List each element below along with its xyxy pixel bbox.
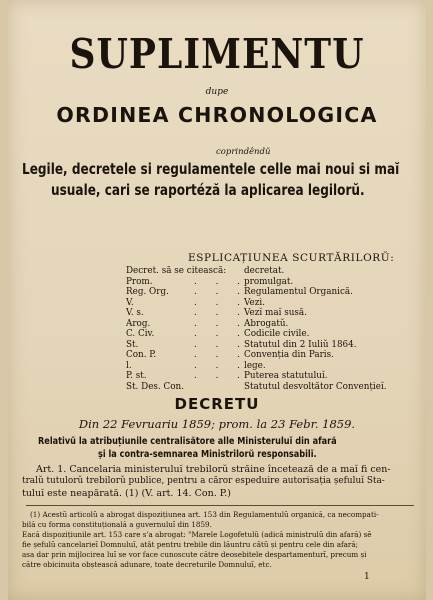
abbreviation: Arog. <box>126 318 151 329</box>
article-line: Art. 1. Cancelaria ministeruluĭ trebilorŭ străine încetează de a maĭ fi cen- <box>36 464 391 475</box>
abbreviation-meaning: Vezĭ maĭ susă. <box>244 308 307 318</box>
decree-date: Din 22 Fevruariu 1859; prom. la 23 Febr. 1859. <box>78 417 356 431</box>
abbreviation: V. s. <box>126 308 144 318</box>
leader-dots: . . . <box>194 308 248 318</box>
abbreviation-meaning: Convenția din Paris. <box>244 350 334 360</box>
abbreviation: Decret. să se citească: <box>126 266 227 276</box>
decree-subject-line-1: Relativŭ la atribuțiunile centralisătore alle Ministeruluĭ din afară <box>38 436 337 447</box>
abbreviation-meaning: lege. <box>244 360 266 371</box>
decree-heading: DECRETU <box>174 395 260 413</box>
document-page <box>8 0 426 600</box>
footnote-line: (1) Acestŭ articolŭ a abrogat dispozițiunea art. 153 din Regulamentulŭ organică, ca necompati- <box>30 510 379 519</box>
leader-dots: . . . <box>194 371 248 381</box>
page-number: 1 <box>364 572 370 582</box>
abbreviations-heading: ESPLICAȚIUNEA SCURTĂRILORŬ: <box>188 252 395 264</box>
leader-dots: . . . <box>194 287 248 297</box>
document-subtitle: ORDINEA CHRONOLOGICA <box>56 103 378 127</box>
description-line-1: Legile, decretele si regulamentele celle mai noui si maĭ <box>22 160 400 178</box>
dupa-text: dupe <box>205 87 229 97</box>
leader-dots: . . . <box>194 318 248 329</box>
abbreviation: V. <box>126 297 134 308</box>
abbreviation-meaning: Codicile civile. <box>244 329 310 339</box>
description-line-2: usuale, cari se raportéză la aplicarea legilorŭ. <box>51 181 365 199</box>
leader-dots: . . . <box>194 276 248 287</box>
coprindendu-text: coprindêndŭ <box>216 147 271 157</box>
footnote-line: fie șefulŭ cancelarieĭ Domnuluĭ, atât pentru trebile din lăuntru câtŭ și pentru cele din afară; <box>22 540 359 549</box>
abbreviation-meaning: Statutul din 2 Iuliŭ 1864. <box>244 339 357 350</box>
article-line: tuluĭ este neapărată. (1) (V. art. 14. Con. P.) <box>22 488 231 499</box>
abbreviation: St. Des. Con. <box>126 381 185 392</box>
leader-dots: . . . <box>194 297 248 308</box>
abbreviation: Reg. Org. <box>126 287 169 297</box>
abbreviation-meaning: Regulamentul Organică. <box>244 287 353 297</box>
abbreviation: C. Civ. <box>126 329 155 339</box>
abbreviation-meaning: promulgat. <box>244 276 294 287</box>
abbreviation: Con. P. <box>126 350 157 360</box>
footnote-line: Eacă dispozițiunile art. 153 care s'a abrogat: "Marele Logofetulŭ (adică ministrulŭ din afară) sĕ <box>22 530 372 539</box>
abbreviation: St. <box>126 339 139 350</box>
document-title: SUPLIMENTU <box>69 29 365 79</box>
abbreviation: Prom. <box>126 276 153 287</box>
footnote-line: bilă cu forma constituțională a guvernuluĭ din 1859. <box>22 520 212 529</box>
abbreviation: l. <box>126 360 132 371</box>
leader-dots: . . . <box>194 350 248 360</box>
abbreviation-meaning: decretat. <box>244 266 285 276</box>
leader-dots: . . . <box>194 329 248 339</box>
footnote-line: către obicinuita obștească adunare, toate decreturile Domnuluĭ, etc. <box>22 560 272 569</box>
decree-subject-line-2: și la contra-semnarea Ministrilorŭ responsabilĭ. <box>98 449 317 460</box>
abbreviation-meaning: Statutul desvoltător Convențieĭ. <box>244 381 387 392</box>
abbreviation-meaning: Abrogatŭ. <box>244 318 289 329</box>
article-line: tralŭ tutulorŭ trebilorŭ publice, pentru a căror espeduire autorisația șefuluĭ Sta- <box>22 476 385 486</box>
footnote-rule <box>26 505 414 506</box>
abbreviation: P. st. <box>126 371 147 381</box>
abbreviation-meaning: Vezi. <box>244 297 265 308</box>
footnote-line: asa dar prin mijlocirea luĭ se vor face cunoscute către deosebitele despartamenturĭ, precum și <box>22 550 367 559</box>
leader-dots: . . . <box>194 360 248 371</box>
abbreviation-meaning: Puterea statutuluĭ. <box>244 371 328 381</box>
leader-dots: . . . <box>194 339 248 350</box>
